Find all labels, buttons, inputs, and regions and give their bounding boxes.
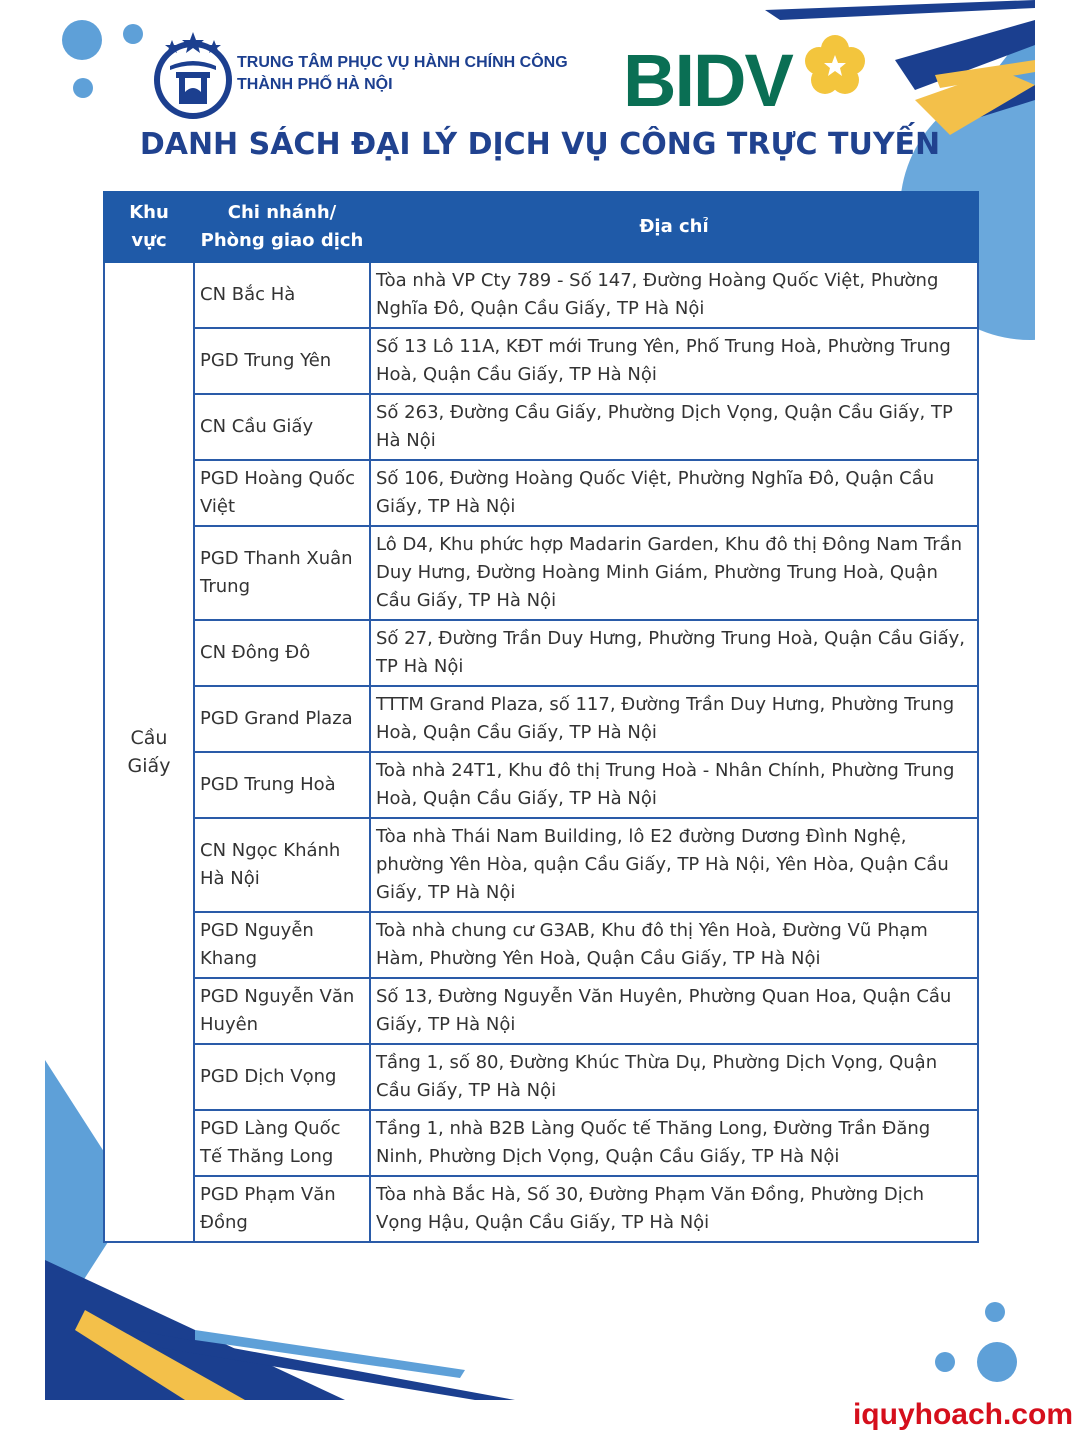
region-cell: Cầu Giấy <box>104 262 194 1242</box>
bidv-star-icon <box>805 35 865 94</box>
address-cell: Tòa nhà Bắc Hà, Số 30, Đường Phạm Văn Đồng, Phường Dịch Vọng Hậu, Quận Cầu Giấy, TP Hà Nội <box>370 1176 978 1242</box>
table-row <box>104 1110 978 1176</box>
column-header-address: Địa chỉ <box>370 192 978 262</box>
address-cell: Toà nhà 24T1, Khu đô thị Trung Hoà - Nhân Chính, Phường Trung Hoà, Quận Cầu Giấy, TP Hà Nội <box>370 752 978 818</box>
deco-stripe <box>765 0 1035 20</box>
branch-cell: PGD Grand Plaza <box>194 686 370 752</box>
address-cell: TTTM Grand Plaza, số 117, Đường Trần Duy Hưng, Phường Trung Hoà, Quận Cầu Giấy, TP Hà Nội <box>370 686 978 752</box>
table-row <box>104 978 978 1044</box>
table-row <box>104 1176 978 1242</box>
deco-dot <box>123 24 143 44</box>
table-row <box>104 262 978 328</box>
deco-dot <box>73 78 93 98</box>
table-row <box>104 912 978 978</box>
table-row <box>104 526 978 620</box>
deco-dot <box>62 20 102 60</box>
org-name-line1: TRUNG TÂM PHỤC VỤ HÀNH CHÍNH CÔNG <box>237 54 568 71</box>
agents-table <box>103 191 979 1243</box>
branch-cell: PGD Trung Yên <box>194 328 370 394</box>
bidv-logo-text: BIDV <box>623 39 792 116</box>
branch-cell: PGD Nguyễn Khang <box>194 912 370 978</box>
column-header-branch: Chi nhánh/ Phòng giao dịch <box>194 192 370 262</box>
table-row <box>104 686 978 752</box>
organization-name <box>237 52 568 96</box>
branch-cell: CN Bắc Hà <box>194 262 370 328</box>
address-cell: Tòa nhà Thái Nam Building, lô E2 đường Dương Đình Nghệ, phường Yên Hòa, quận Cầu Giấy, TP Hà Nội, Yên Hòa, Quận Cầu Giấy, TP Hà Nội <box>370 818 978 912</box>
page-title: DANH SÁCH ĐẠI LÝ DỊCH VỤ CÔNG TRỰC TUYẾN <box>139 127 941 162</box>
table-header-row <box>104 192 978 262</box>
table-row <box>104 460 978 526</box>
deco-dot <box>977 1342 1017 1382</box>
address-cell: Toà nhà chung cư G3AB, Khu đô thị Yên Hoà, Đường Vũ Phạm Hàm, Phường Yên Hoà, Quận Cầu Giấy, TP Hà Nội <box>370 912 978 978</box>
branch-cell: PGD Nguyễn Văn Huyên <box>194 978 370 1044</box>
address-cell: Lô D4, Khu phức hợp Madarin Garden, Khu đô thị Đông Nam Trần Duy Hưng, Đường Hoàng Minh Giám, Phường Trung Hoà, Quận Cầu Giấy, TP Hà Nội <box>370 526 978 620</box>
address-cell: Số 106, Đường Hoàng Quốc Việt, Phường Nghĩa Đô, Quận Cầu Giấy, TP Hà Nội <box>370 460 978 526</box>
table-body <box>104 262 978 1242</box>
address-cell: Số 13 Lô 11A, KĐT mới Trung Yên, Phố Trung Hoà, Phường Trung Hoà, Quận Cầu Giấy, TP Hà Nội <box>370 328 978 394</box>
table-row <box>104 394 978 460</box>
branch-cell: PGD Thanh Xuân Trung <box>194 526 370 620</box>
table-row <box>104 818 978 912</box>
table-row <box>104 1044 978 1110</box>
watermark: iquyhoach.com <box>852 1398 1073 1431</box>
column-header-region: Khu vực <box>104 192 194 262</box>
address-cell: Tầng 1, nhà B2B Làng Quốc tế Thăng Long, Đường Trần Đăng Ninh, Phường Dịch Vọng, Quận Cầu Giấy, TP Hà Nội <box>370 1110 978 1176</box>
address-cell: Số 263, Đường Cầu Giấy, Phường Dịch Vọng, Quận Cầu Giấy, TP Hà Nội <box>370 394 978 460</box>
hanoi-admin-center-logo <box>150 30 236 120</box>
branch-cell: PGD Làng Quốc Tế Thăng Long <box>194 1110 370 1176</box>
address-cell: Tầng 1, số 80, Đường Khúc Thừa Dụ, Phường Dịch Vọng, Quận Cầu Giấy, TP Hà Nội <box>370 1044 978 1110</box>
branch-cell: PGD Trung Hoà <box>194 752 370 818</box>
branch-cell: CN Đông Đô <box>194 620 370 686</box>
table-row <box>104 328 978 394</box>
deco-dot <box>935 1352 955 1372</box>
deco-dot <box>985 1302 1005 1322</box>
poster <box>45 0 1035 1400</box>
table-row <box>104 620 978 686</box>
branch-cell: PGD Phạm Văn Đồng <box>194 1176 370 1242</box>
branch-cell: PGD Hoàng Quốc Việt <box>194 460 370 526</box>
bidv-logo <box>623 30 873 116</box>
address-cell: Tòa nhà VP Cty 789 - Số 147, Đường Hoàng Quốc Việt, Phường Nghĩa Đô, Quận Cầu Giấy, TP Hà Nội <box>370 262 978 328</box>
address-cell: Số 13, Đường Nguyễn Văn Huyên, Phường Quan Hoa, Quận Cầu Giấy, TP Hà Nội <box>370 978 978 1044</box>
branch-cell: PGD Dịch Vọng <box>194 1044 370 1110</box>
org-name-line2: THÀNH PHỐ HÀ NỘI <box>237 76 393 93</box>
address-cell: Số 27, Đường Trần Duy Hưng, Phường Trung Hoà, Quận Cầu Giấy, TP Hà Nội <box>370 620 978 686</box>
table-row <box>104 752 978 818</box>
branch-cell: CN Ngọc Khánh Hà Nội <box>194 818 370 912</box>
branch-cell: CN Cầu Giấy <box>194 394 370 460</box>
